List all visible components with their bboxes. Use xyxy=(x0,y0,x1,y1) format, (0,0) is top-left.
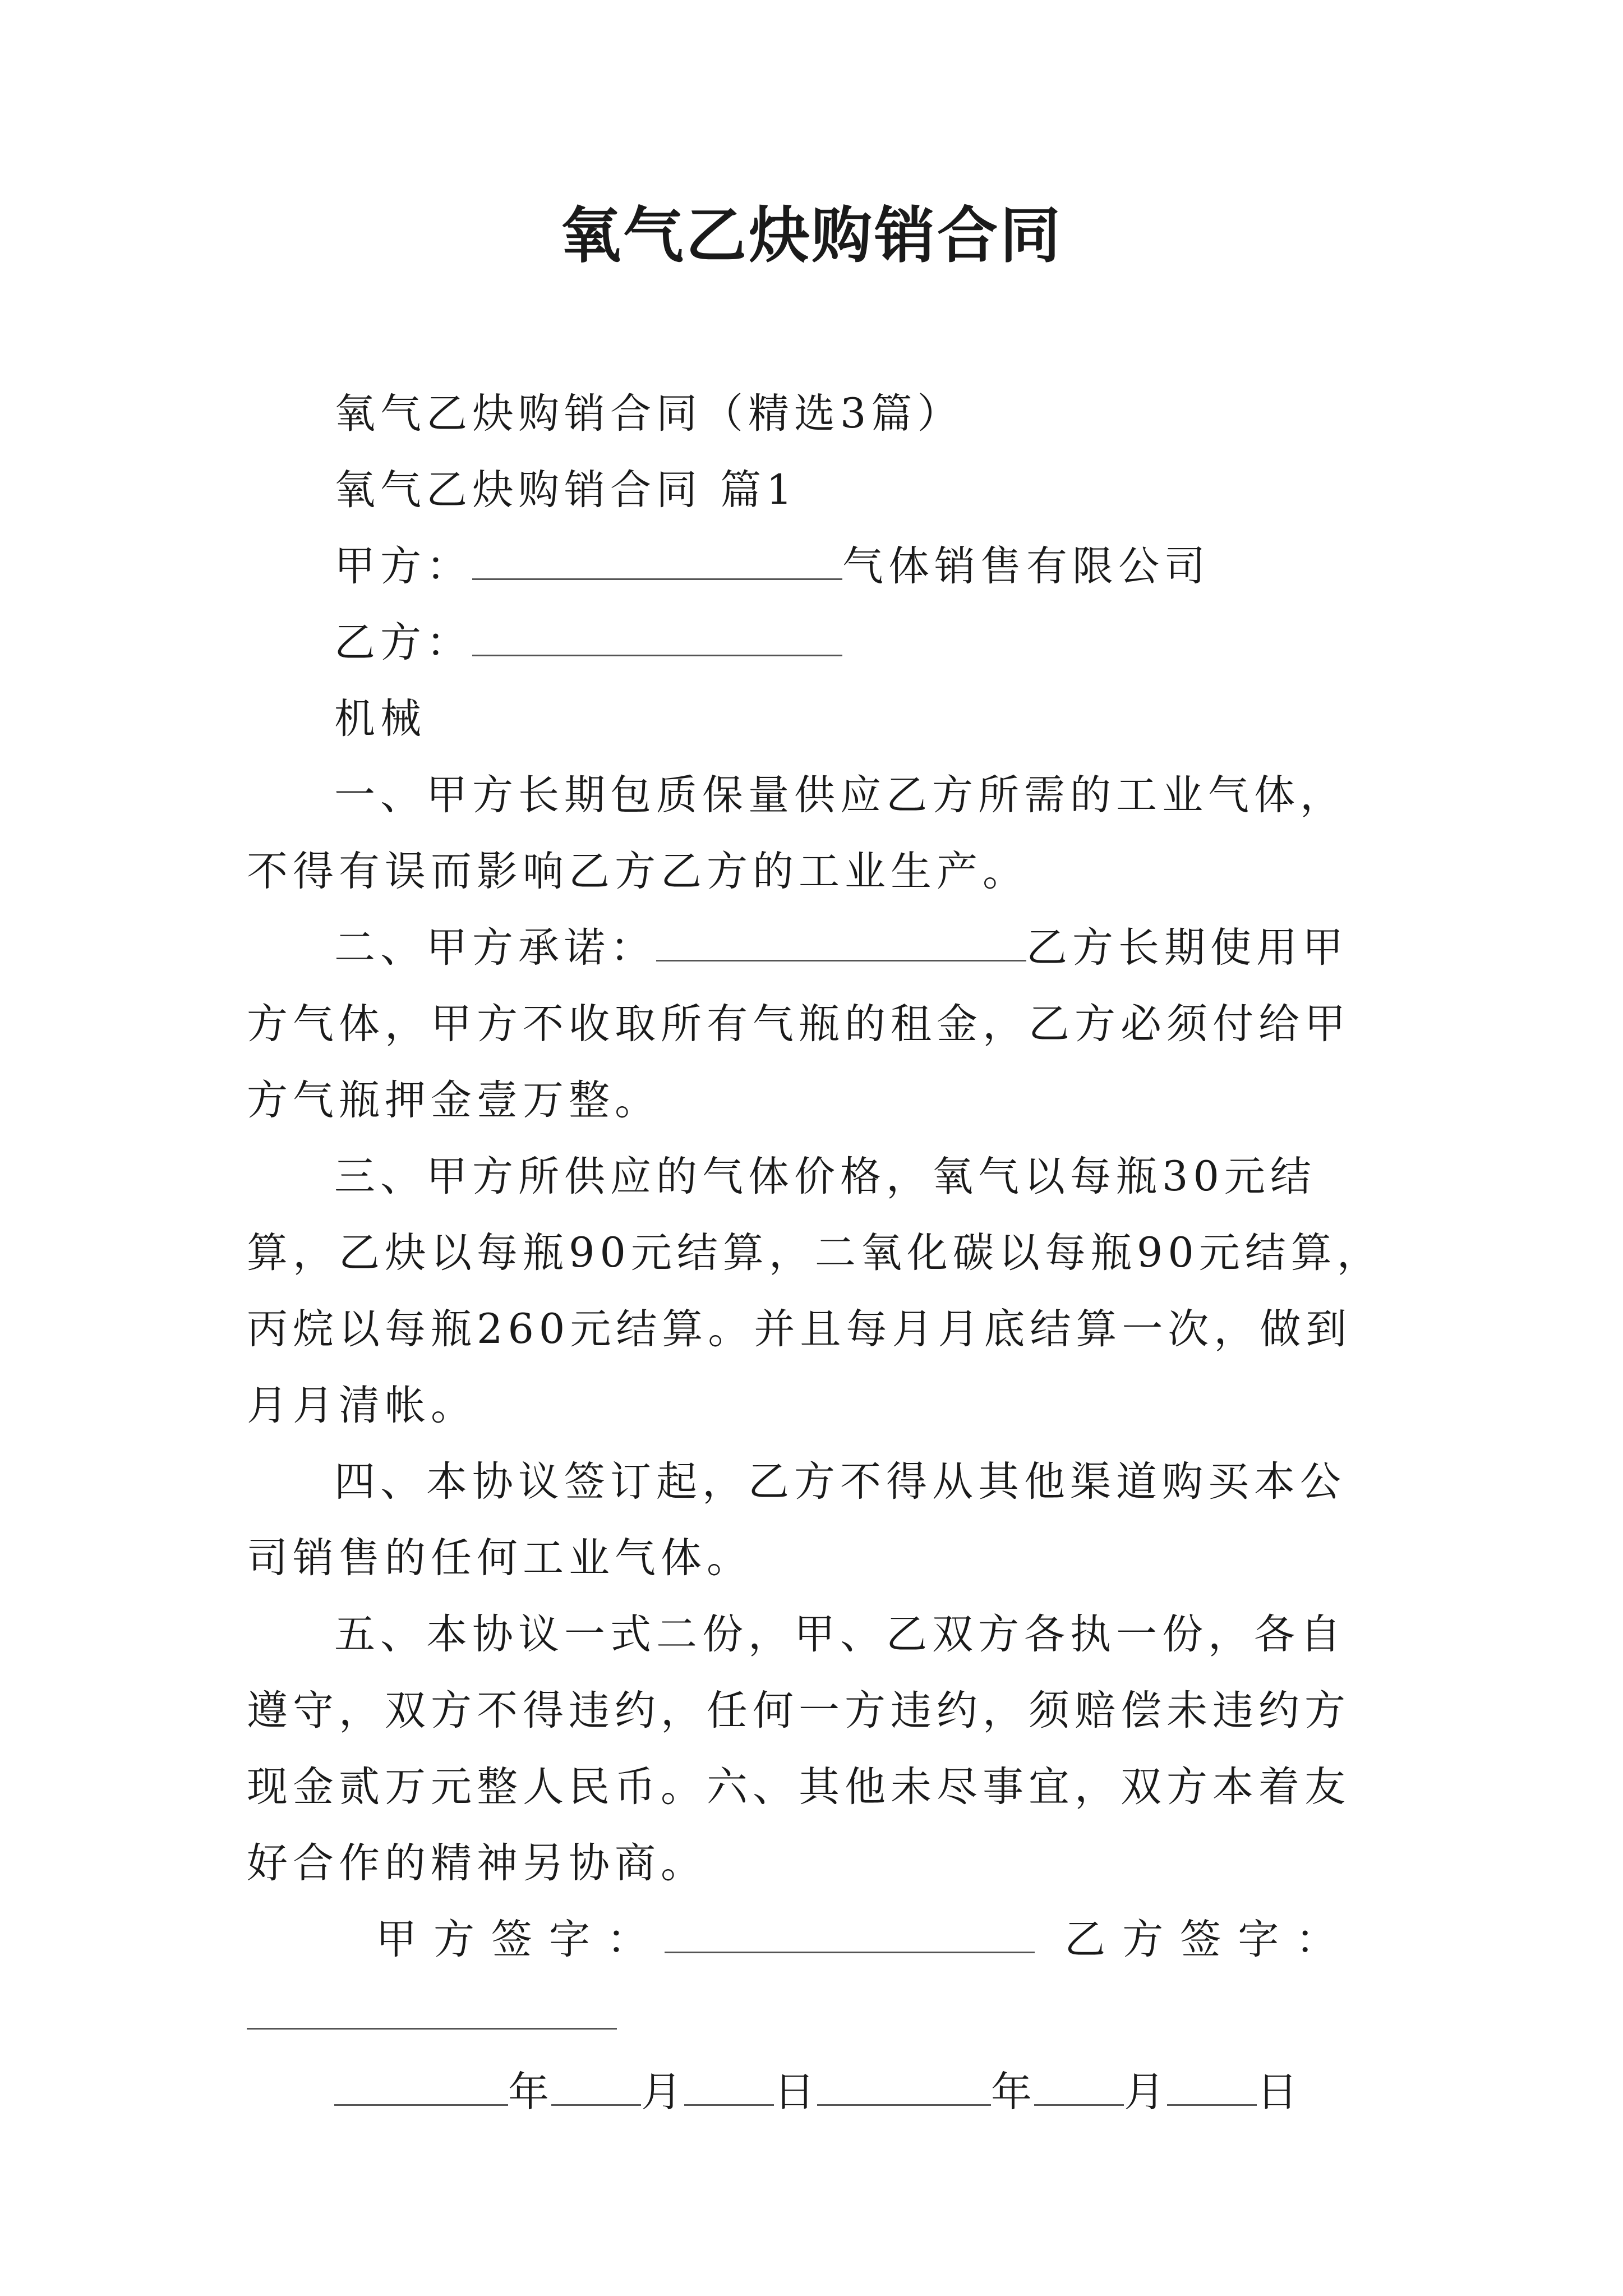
date-row xyxy=(247,2054,1391,2131)
clause-5: 五、本协议一式二份，甲、乙双方各执一份，各自遵守，双方不得违约，任何一方违约，须赔偿未违约方现金贰万元整人民币。六、其他未尽事宜，双方本着友好合作的精神另协商。 xyxy=(247,1611,1350,1887)
clause-4: 四、本协议签订起，乙方不得从其他渠道购买本公司销售的任何工业气体。 xyxy=(247,1458,1346,1582)
party-b-blank xyxy=(472,621,842,656)
machine-label: 机械 xyxy=(334,695,426,743)
date-a-year: 年 xyxy=(508,2068,551,2116)
clause-2 xyxy=(247,910,1391,1139)
party-b-line xyxy=(247,605,1391,681)
sign-b-label: 乙方签字： xyxy=(1064,1916,1354,1963)
signature-second-line xyxy=(247,1978,1391,2054)
clause-2-blank xyxy=(656,926,1026,961)
date-a-month-blank xyxy=(551,2070,641,2106)
clause-3: 三、甲方所供应的气体价格，氧气以每瓶30元结算，乙炔以每瓶90元结算，二氧化碳以每瓶90元结算，丙烷以每瓶260元结算。并且每月月底结算一次，做到月月清帐。 xyxy=(247,1153,1383,1429)
date-a-year-blank xyxy=(334,2070,508,2106)
party-a-line xyxy=(247,528,1391,605)
subtitle: 氧气乙炔购销合同（精选3篇） xyxy=(334,390,963,438)
sign-b-blank xyxy=(247,1994,617,2030)
party-a-suffix: 气体销售有限公司 xyxy=(842,542,1210,590)
party-a-blank xyxy=(472,545,842,580)
signature-row xyxy=(247,1902,1391,1978)
section-heading: 氧气乙炔购销合同 篇1 xyxy=(334,466,797,514)
sign-a-blank xyxy=(665,1918,1035,1953)
sign-a-label: 甲方签字： xyxy=(376,1916,665,1963)
party-a-label: 甲方： xyxy=(334,542,472,590)
document-body xyxy=(247,376,1391,2131)
clause-1: 一、甲方长期包质保量供应乙方所需的工业气体，不得有误而影响乙方乙方的工业生产。 xyxy=(247,771,1346,895)
date-a-day: 日 xyxy=(774,2068,817,2116)
document-title: 氧气乙炔购销合同 xyxy=(560,200,1063,271)
date-b-day: 日 xyxy=(1257,2068,1300,2116)
date-a-month: 月 xyxy=(641,2068,684,2116)
date-b-day-blank xyxy=(1167,2070,1257,2106)
clause-2-prefix: 二、甲方承诺： xyxy=(334,924,656,972)
date-b-month: 月 xyxy=(1124,2068,1167,2116)
clause-2-suffix: 乙方长期使用甲方气体，甲方不收取所有气瓶的租金，乙方必须付给甲方气瓶押金壹万整。 xyxy=(247,924,1350,1124)
date-a-day-blank xyxy=(684,2070,774,2106)
date-b-year: 年 xyxy=(991,2068,1034,2116)
party-b-label: 乙方： xyxy=(334,619,472,666)
date-b-month-blank xyxy=(1034,2070,1124,2106)
date-b-year-blank xyxy=(817,2070,991,2106)
